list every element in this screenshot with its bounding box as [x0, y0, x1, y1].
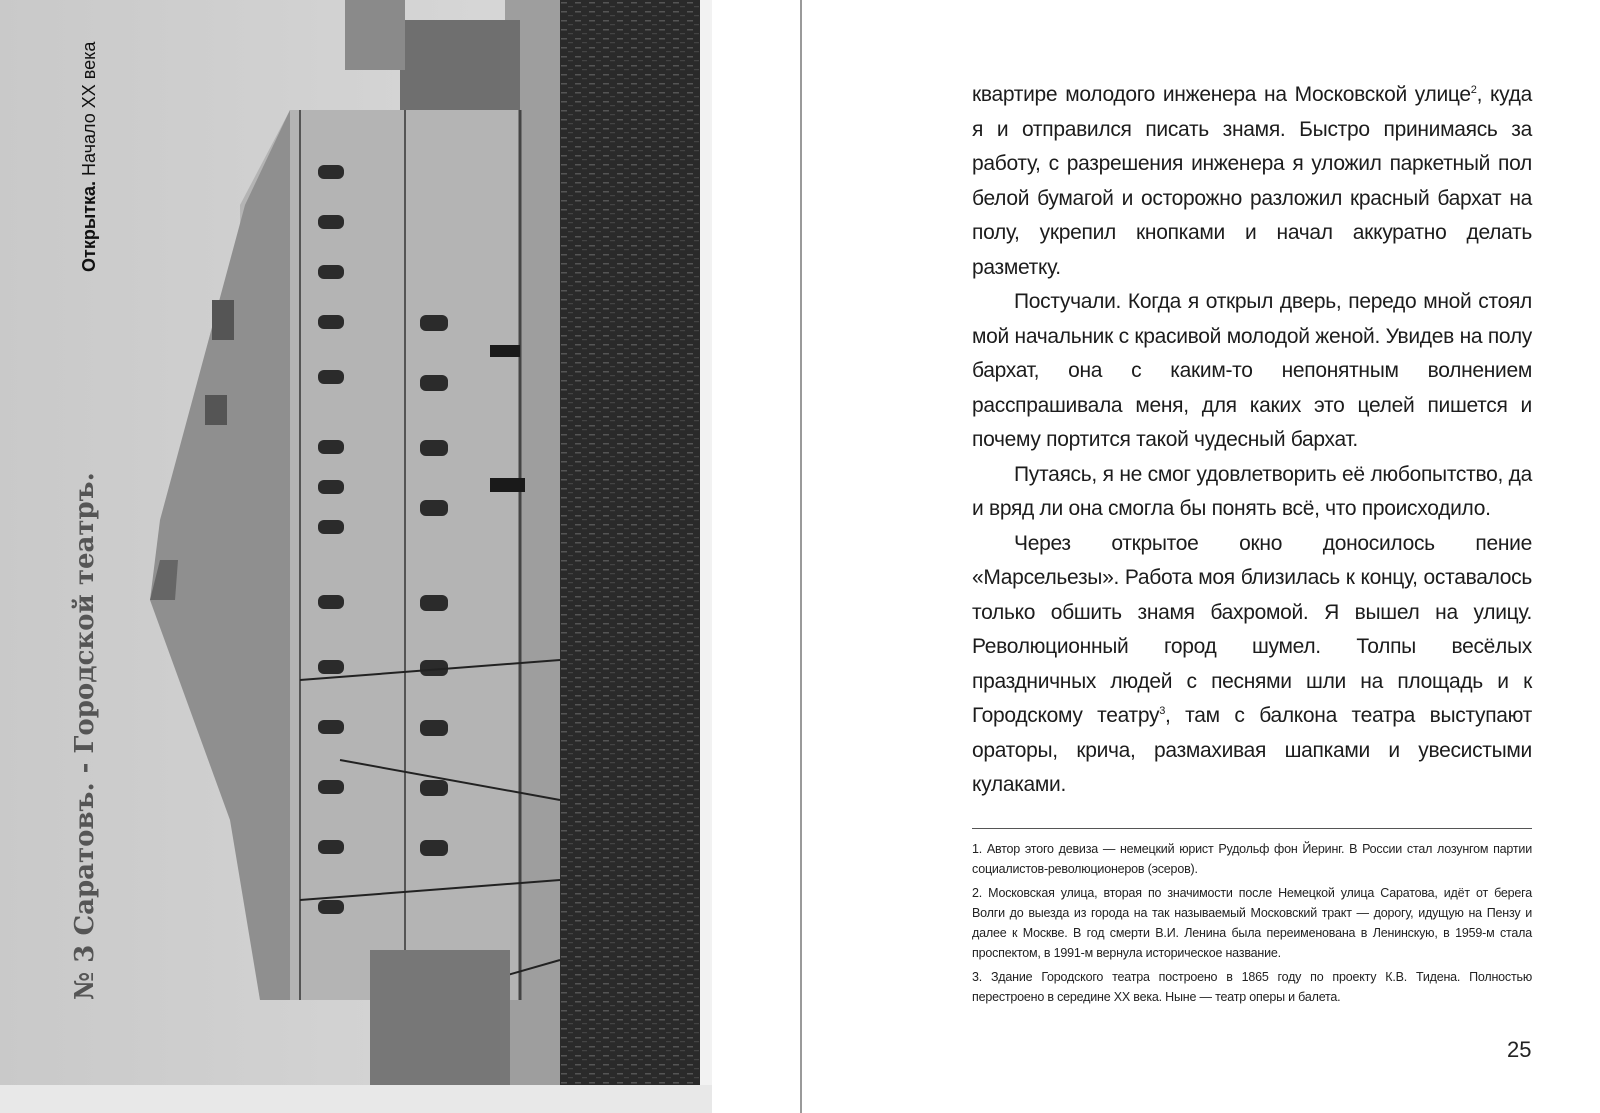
- postcard-inscription: № 3 Саратовъ. - Городской театръ.: [70, 472, 100, 1000]
- right-page: [802, 0, 1600, 1113]
- paragraph: Постучали. Когда я открыл дверь, передо мной стоял мой начальник с красивой молодой женой. Увидев на полу бархат, она с каким-то непонятным волнением расспрашивала меня, для каких это целей пишется и почему портится такой чудесный бархат.: [972, 290, 1532, 451]
- footnote-ref[interactable]: 3: [1159, 705, 1166, 717]
- footnote: 3. Здание Городского театра построено в 1865 году по проекту К.В. Тидена. Полностью перестроено в середине XX века. Ныне — театр оперы и балета.: [972, 970, 1532, 1004]
- caption-label: Открытка.: [79, 180, 99, 272]
- photo-caption: [77, 42, 101, 272]
- paragraph: Путаясь, я не смог удовлетворить её любопытство, да и вряд ли она смогла бы понять всё, что происходило.: [972, 462, 1532, 520]
- footnote-ref[interactable]: 2: [1470, 84, 1477, 96]
- footnote: 2. Московская улица, вторая по значимости после Немецкой улица Саратова, идёт от берега Волги до выезда из города на так называемый Московский тракт — дорогу, идущую на Пензу и далее к Москве. В год смерти В.И. Ленина была переименована в Ленинскую, в 1959-м стала проспектом, в 1991-м вернула историческое название.: [972, 886, 1532, 960]
- footnotes: [972, 839, 1532, 1011]
- footnote-divider: [972, 828, 1532, 829]
- postcard-photo: [0, 0, 712, 1113]
- paragraph: квартире молодого инженера на Московской улице$^2$, куда я и отправился писать знамя. Быстро принимаясь за работу, с разрешения инженера я уложил паркетный пол белой бумагой и осторожно разложил красный бархат на полу, укрепил кнопками и начал аккуратно делать разметку.: [972, 83, 1532, 279]
- paragraph: Через открытое окно доносилось пение «Марсельезы». Работа моя близилась к концу, оставалось только обшить знамя бахромой. Я вышел на улицу. Революционный город шумел. Толпы весёлых праздничных людей с песнями шли на площадь и к Городскому театру$^3$, там с балкона театра выступают ораторы, крича, размахивая шапками и увесистыми кулаками.: [972, 531, 1532, 796]
- page-number: 25: [1507, 1037, 1532, 1062]
- footnote: 1. Автор этого девиза — немецкий юрист Рудольф фон Йеринг. В России стал лозунгом партии социалистов-революционеров (эсеров).: [972, 842, 1532, 876]
- caption-text: Начало XX века: [79, 41, 99, 181]
- body-text: [972, 78, 1532, 803]
